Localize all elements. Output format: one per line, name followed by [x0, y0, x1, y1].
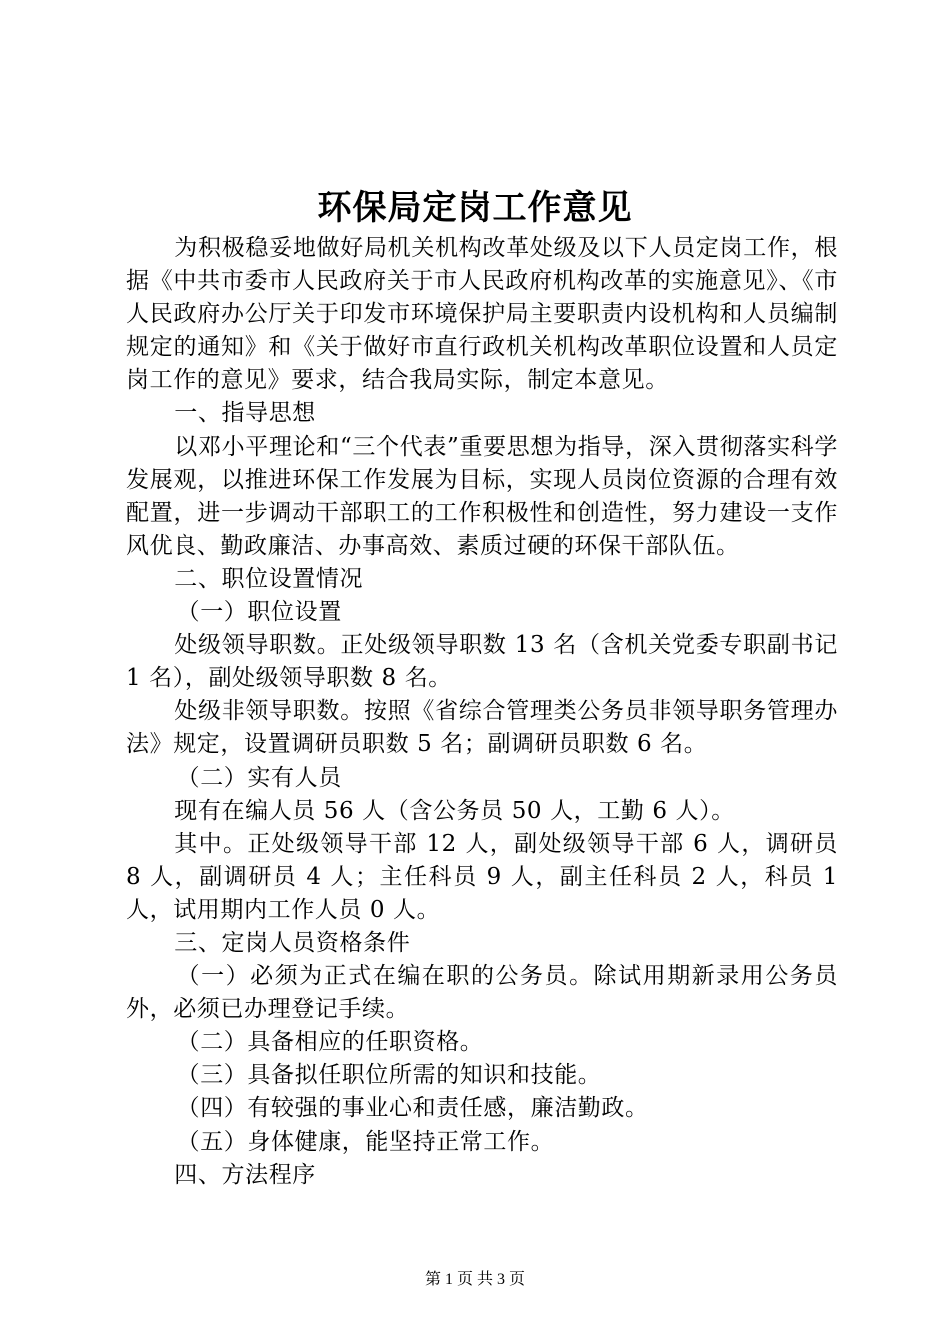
- paragraph-guiding-thought: 以邓小平理论和“三个代表”重要思想为指导，深入贯彻落实科学发展观，以推进环保工作发展为目标，实现人员岗位资源的合理有效配置，进一步调动干部职工的工作积极性和创造性，努力建设一支作风优良、勤政廉洁、办事高效、素质过硬的环保干部队伍。: [126, 433, 838, 559]
- paragraph-staff-breakdown: 其中。正处级领导干部 12 人，副处级领导干部 6 人，调研员 8 人，副调研员 4 人；主任科员 9 人，副主任科员 2 人，科员 1 人，试用期内工作人员 0 人。: [126, 830, 838, 923]
- section-heading-4: 四、方法程序: [174, 1161, 316, 1188]
- qualification-item-2: （二）具备相应的任职资格。: [176, 1029, 484, 1056]
- page-footer: 第 1 页 共 3 页: [424, 1271, 525, 1288]
- subsection-heading-2-2: （二）实有人员: [176, 764, 342, 791]
- section-heading-3: 三、定岗人员资格条件: [174, 929, 411, 956]
- qualification-item-5: （五）身体健康，能坚持正常工作。: [176, 1128, 555, 1155]
- paragraph-staff-count: 现有在编人员 56 人（含公务员 50 人，工勤 6 人）。: [174, 797, 735, 824]
- paragraph-leadership-posts: 处级领导职数。正处级领导职数 13 名（含机关党委专职副书记 1 名），副处级领导职数 8 名。: [126, 632, 838, 692]
- paragraph-intro: 为积极稳妥地做好局机关机构改革处级及以下人员定岗工作，根据《中共市委市人民政府关于市人民政府机构改革的实施意见》、《市人民政府办公厅关于印发市环境保护局主要职责内设机构和人员编制规定的通知》和《关于做好市直行政机关机构改革职位设置和人员定岗工作的意见》要求，结合我局实际，制定本意见。: [126, 235, 838, 394]
- document-body: [126, 232, 838, 1192]
- qualification-item-1: （一）必须为正式在编在职的公务员。除试用期新录用公务员外，必须已办理登记手续。: [126, 963, 838, 1023]
- qualification-item-4: （四）有较强的事业心和责任感，廉洁勤政。: [176, 1095, 649, 1122]
- paragraph-non-leadership-posts: 处级非领导职数。按照《省综合管理类公务员非领导职务管理办法》规定，设置调研员职数 5 名；副调研员职数 6 名。: [126, 698, 838, 758]
- section-heading-1: 一、指导思想: [174, 400, 316, 427]
- qualification-item-3: （三）具备拟任职位所需的知识和技能。: [176, 1062, 602, 1089]
- section-heading-2: 二、职位设置情况: [174, 565, 364, 592]
- subsection-heading-2-1: （一）职位设置: [176, 599, 342, 626]
- page-title: 环保局定岗工作意见: [317, 188, 633, 228]
